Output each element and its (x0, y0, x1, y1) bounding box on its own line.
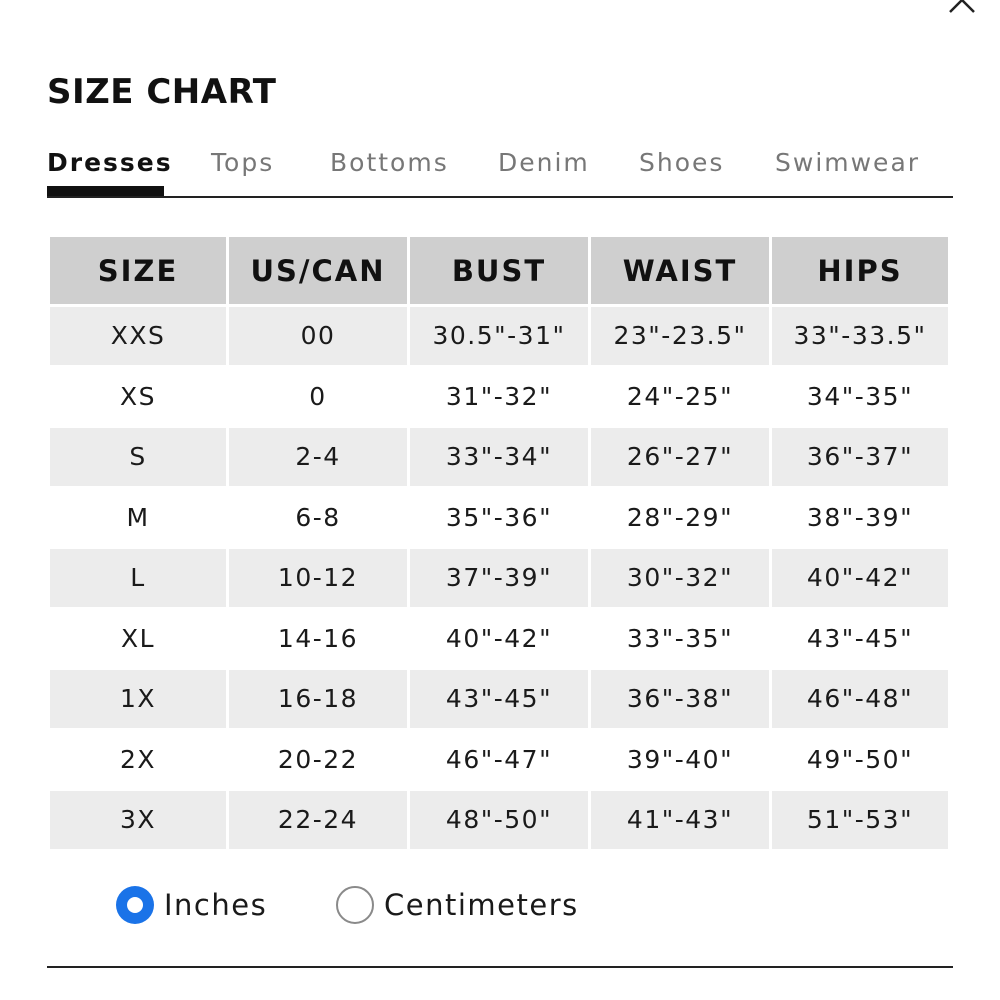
cell-bust: 37"-39" (410, 549, 588, 607)
cell-us-can: 10-12 (229, 549, 407, 607)
cell-waist: 28"-29" (591, 489, 769, 547)
cell-bust: 43"-45" (410, 670, 588, 728)
table-row (50, 489, 948, 547)
close-icon (944, 0, 980, 18)
column-header-size: SIZE (50, 237, 226, 304)
column-header-hips: HIPS (772, 237, 948, 304)
table-row (50, 670, 948, 728)
unit-label-centimeters: Centimeters (384, 888, 579, 922)
cell-size: 3X (50, 791, 226, 849)
cell-bust: 31"-32" (410, 368, 588, 426)
cell-hips: 43"-45" (772, 610, 948, 668)
unit-label-inches: Inches (164, 888, 268, 922)
cell-hips: 51"-53" (772, 791, 948, 849)
cell-hips: 36"-37" (772, 428, 948, 486)
page-title: SIZE CHART (47, 72, 277, 112)
cell-size: L (50, 549, 226, 607)
cell-us-can: 0 (229, 368, 407, 426)
cell-us-can: 14-16 (229, 610, 407, 668)
table-row (50, 428, 948, 486)
unit-selector (116, 880, 716, 930)
table-row (50, 549, 948, 607)
cell-us-can: 6-8 (229, 489, 407, 547)
cell-bust: 40"-42" (410, 610, 588, 668)
cell-size: 2X (50, 731, 226, 789)
cell-waist: 26"-27" (591, 428, 769, 486)
cell-hips: 46"-48" (772, 670, 948, 728)
cell-size: S (50, 428, 226, 486)
cell-bust: 30.5"-31" (410, 307, 588, 365)
unit-option-centimeters[interactable] (336, 880, 579, 930)
table-row (50, 731, 948, 789)
cell-size: XS (50, 368, 226, 426)
tab-shoes[interactable]: Shoes (639, 148, 725, 177)
cell-us-can: 00 (229, 307, 407, 365)
cell-waist: 36"-38" (591, 670, 769, 728)
cell-us-can: 16-18 (229, 670, 407, 728)
table-row (50, 368, 948, 426)
cell-size: 1X (50, 670, 226, 728)
divider (47, 966, 953, 968)
cell-us-can: 20-22 (229, 731, 407, 789)
cell-waist: 39"-40" (591, 731, 769, 789)
tab-swimwear[interactable]: Swimwear (775, 148, 921, 177)
cell-waist: 41"-43" (591, 791, 769, 849)
table-row (50, 307, 948, 365)
cell-waist: 30"-32" (591, 549, 769, 607)
cell-hips: 49"-50" (772, 731, 948, 789)
cell-us-can: 22-24 (229, 791, 407, 849)
column-header-waist: WAIST (591, 237, 769, 304)
tab-denim[interactable]: Denim (498, 148, 590, 177)
unit-option-inches[interactable] (116, 880, 267, 930)
category-tabs (47, 148, 953, 198)
table-row (50, 791, 948, 849)
tab-bottoms[interactable]: Bottoms (330, 148, 449, 177)
size-table (47, 234, 951, 852)
cell-size: XL (50, 610, 226, 668)
radio-selected-icon[interactable] (116, 886, 154, 924)
cell-hips: 34"-35" (772, 368, 948, 426)
tab-dresses[interactable]: Dresses (47, 148, 173, 177)
column-header-bust: BUST (410, 237, 588, 304)
cell-waist: 24"-25" (591, 368, 769, 426)
cell-bust: 33"-34" (410, 428, 588, 486)
table-row (50, 610, 948, 668)
cell-hips: 33"-33.5" (772, 307, 948, 365)
column-header-us-can: US/CAN (229, 237, 407, 304)
cell-hips: 38"-39" (772, 489, 948, 547)
cell-size: XXS (50, 307, 226, 365)
tab-tops[interactable]: Tops (211, 148, 275, 177)
cell-us-can: 2-4 (229, 428, 407, 486)
cell-size: M (50, 489, 226, 547)
cell-bust: 48"-50" (410, 791, 588, 849)
cell-waist: 33"-35" (591, 610, 769, 668)
radio-unselected-icon[interactable] (336, 886, 374, 924)
close-button[interactable] (944, 0, 980, 18)
cell-waist: 23"-23.5" (591, 307, 769, 365)
cell-bust: 46"-47" (410, 731, 588, 789)
cell-hips: 40"-42" (772, 549, 948, 607)
active-tab-indicator (47, 186, 164, 196)
cell-bust: 35"-36" (410, 489, 588, 547)
table-header-row (50, 237, 948, 304)
